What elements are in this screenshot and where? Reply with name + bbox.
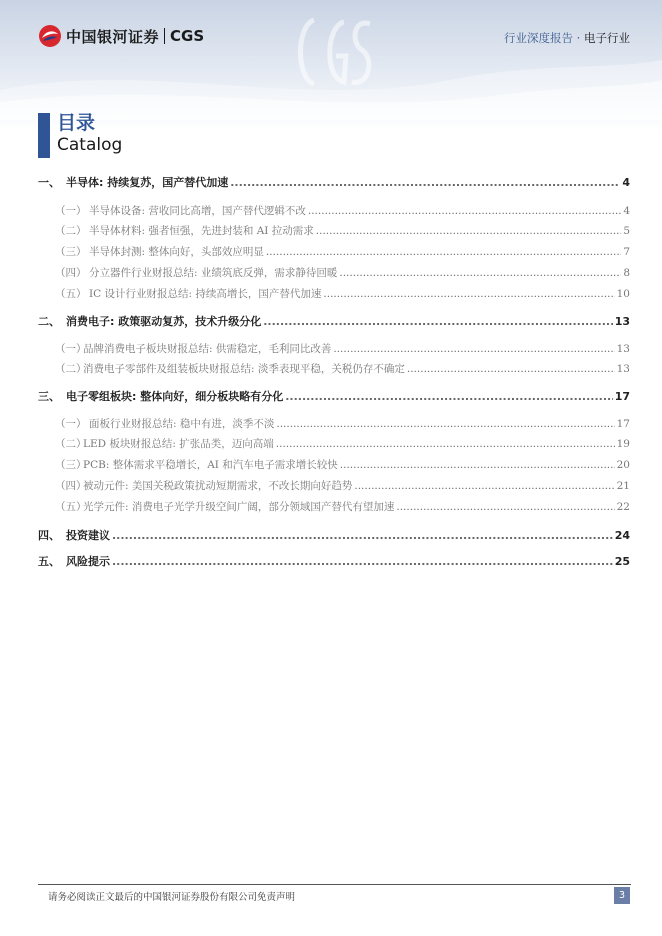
footer-disclaimer: 请务必阅读正文最后的中国银河证券股份有限公司免责声明 (48, 892, 296, 903)
toc-page: 17 (616, 418, 630, 430)
toc-leader-dots (308, 205, 621, 217)
toc-text: 分立器件行业财报总结: 业绩筑底反弹，需求静待回暖 (89, 267, 338, 279)
toc-number: 三、 (38, 390, 60, 403)
toc-subtitle: Catalog (57, 135, 123, 155)
header-separator: · (573, 31, 584, 45)
toc-number: （五） (55, 501, 87, 513)
footer-divider (38, 884, 631, 885)
toc-entry-3-2[interactable] (55, 436, 630, 451)
toc-entry-3-1[interactable] (55, 416, 630, 431)
toc-number: （一） (55, 343, 87, 355)
toc-entry-3-4[interactable] (55, 478, 630, 493)
toc-leader-dots (340, 459, 615, 471)
toc-text: 半导体设备: 营收同比高增，国产替代逻辑不改 (89, 205, 306, 217)
toc-text: 电子零组板块: 整体向好，细分板块略有分化 (66, 390, 284, 403)
toc-leader-dots (266, 246, 621, 258)
toc-page: 13 (616, 343, 630, 355)
toc-number: （二） (55, 363, 87, 375)
toc-page: 22 (616, 501, 630, 513)
toc-leader-dots (396, 501, 614, 513)
toc-leader-dots (316, 225, 622, 237)
toc-entry-investment-advice[interactable] (38, 527, 630, 543)
toc-number: 一、 (38, 176, 60, 189)
toc-text: 光学元件: 消费电子光学升级空间广阔，部分领域国产替代有望加速 (83, 501, 395, 513)
toc-number: 二、 (38, 315, 60, 328)
toc-text: 消费电子: 政策驱动复苏，技术升级分化 (66, 315, 262, 328)
toc-page: 5 (623, 225, 630, 237)
toc-leader-dots (333, 343, 614, 355)
toc-entry-3-3[interactable] (55, 457, 630, 472)
toc-entry-1-2[interactable] (55, 223, 630, 238)
toc-leader-dots (276, 438, 615, 450)
toc-leader-dots (285, 390, 612, 403)
toc-title: 目录 (57, 112, 96, 134)
toc-entry-semiconductor[interactable] (38, 174, 630, 190)
toc-leader-dots (230, 176, 620, 189)
toc-text: 被动元件: 美国关税政策扰动短期需求，不改长期向好趋势 (83, 480, 353, 492)
toc-text: 消费电子零部件及组装板块财报总结: 淡季表现平稳，关税仍存不确定 (83, 363, 405, 375)
toc-page: 19 (616, 438, 630, 450)
brand-logo (38, 24, 204, 48)
toc-text: 品牌消费电子板块财报总结: 供需稳定，毛利同比改善 (83, 343, 332, 355)
toc-leader-dots (407, 363, 615, 375)
toc-leader-dots (323, 288, 614, 300)
toc-page: 4 (623, 205, 630, 217)
toc-text: 半导体: 持续复苏，国产替代加速 (66, 176, 229, 189)
toc-entry-1-3[interactable] (55, 244, 630, 259)
toc-number: 五、 (38, 555, 60, 568)
brand-separator (164, 28, 165, 44)
toc-number: 四、 (38, 529, 60, 542)
toc-page: 21 (616, 480, 630, 492)
toc-text: PCB: 整体需求平稳增长，AI 和汽车电子需求增长较快 (83, 459, 338, 471)
report-category (504, 30, 630, 46)
brand-name-cn: 中国银河证券 (66, 27, 160, 46)
toc-number: （三） (55, 246, 87, 258)
toc-text: IC 设计行业财报总结: 持续高增长，国产替代加速 (89, 288, 322, 300)
toc-leader-dots (339, 267, 621, 279)
toc-page: 8 (623, 267, 630, 279)
toc-number: （三） (55, 459, 87, 471)
toc-text: 面板行业财报总结: 稳中有进，淡季不淡 (89, 418, 275, 430)
toc-entry-1-1[interactable] (55, 203, 630, 218)
toc-number: （四） (55, 267, 87, 279)
toc-page: 17 (614, 390, 630, 403)
toc-number: （一） (55, 205, 87, 217)
toc-number: （五） (55, 288, 87, 300)
toc-entry-3-5[interactable] (55, 499, 630, 514)
toc-accent-bar (38, 113, 50, 158)
report-type: 行业深度报告 (504, 31, 574, 45)
toc-text: 半导体材料: 强者恒强，先进封装和 AI 拉动需求 (89, 225, 314, 237)
toc-entry-2-2[interactable] (55, 361, 630, 376)
toc-text: 风险提示 (66, 555, 110, 568)
toc-entry-components[interactable] (38, 388, 630, 404)
toc-leader-dots (276, 418, 614, 430)
toc-entry-2-1[interactable] (55, 341, 630, 356)
galaxy-logo-icon (38, 24, 62, 48)
toc-entry-1-4[interactable] (55, 265, 630, 280)
toc-number: （四） (55, 480, 87, 492)
toc-page: 10 (616, 288, 630, 300)
toc-text: 半导体封测: 整体向好，头部效应明显 (89, 246, 264, 258)
toc-entry-1-5[interactable] (55, 286, 630, 301)
toc-page: 4 (622, 176, 630, 189)
brand-name-en: CGS (170, 27, 205, 45)
page-number: 3 (614, 887, 630, 904)
toc-page: 13 (614, 315, 630, 328)
toc-number: （一） (55, 418, 87, 430)
toc-number: （二） (55, 225, 87, 237)
toc-text: LED 板块财报总结: 扩张品类，迈向高端 (83, 438, 274, 450)
toc-page: 13 (616, 363, 630, 375)
toc-page: 20 (616, 459, 630, 471)
toc-leader-dots (112, 529, 613, 542)
toc-entry-consumer-electronics[interactable] (38, 313, 630, 329)
toc-page: 24 (614, 529, 630, 542)
toc-page: 7 (623, 246, 630, 258)
toc-entry-risk-warning[interactable] (38, 553, 630, 569)
industry-name: 电子行业 (584, 31, 630, 45)
toc-number: （二） (55, 438, 87, 450)
toc-leader-dots (112, 555, 613, 568)
toc-leader-dots (263, 315, 612, 328)
toc-leader-dots (354, 480, 614, 492)
cgs-watermark-icon (288, 12, 374, 92)
toc-page: 25 (614, 555, 630, 568)
toc-text: 投资建议 (66, 529, 110, 542)
